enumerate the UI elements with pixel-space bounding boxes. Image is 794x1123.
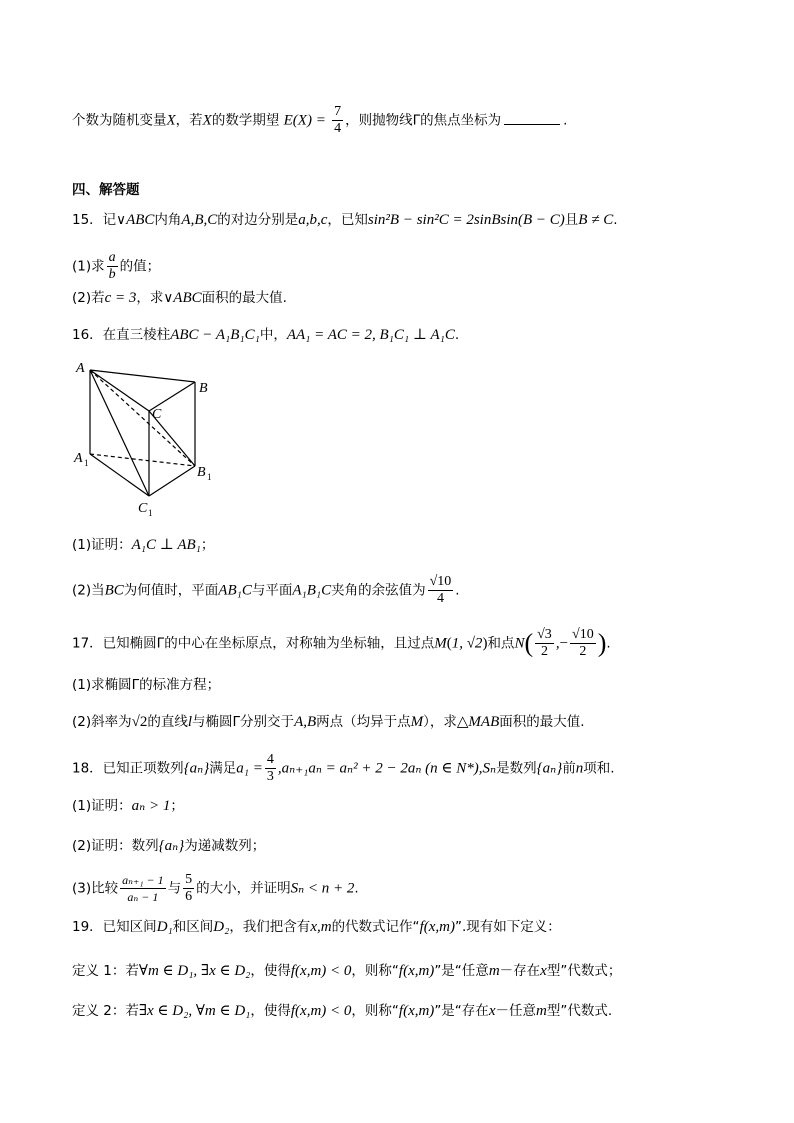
math-expr: f(x,m) < 0 [290,1003,352,1019]
text: (2)斜率为 [72,714,132,730]
edge-ab1-dashed [90,370,195,466]
math-expr: {aₙ} [183,760,210,777]
math-var: a,b,c [298,212,328,228]
math-var: x [488,1003,496,1019]
text: ”是“存在 [434,1003,489,1019]
numerator: √3 [537,627,552,642]
text: 18．已知正项数列 [72,760,184,777]
text: . [455,582,460,599]
math-expr: {aₙ} [536,760,563,777]
text: ，我们把含有 [229,919,311,935]
math-expr: {aₙ} [158,838,185,854]
q19-def1 [72,961,621,981]
text: (2)证明：数列 [72,838,159,854]
text: ），求 [423,714,457,730]
math-var: Sₙ [482,760,497,777]
text: 内角 [154,212,182,228]
denominator: 3 [266,769,274,784]
label-a1-sub: 1 [84,458,89,468]
text: ，若 [175,112,203,129]
text: 面积的最大值. [499,714,585,730]
paren-big: ) [597,628,607,658]
text: . [563,112,568,129]
text: . [613,212,618,228]
edge-ac1 [90,370,149,496]
q14-tail-line [72,104,567,137]
label-a1: A [74,451,83,466]
text: 定义 2：若 [72,1003,139,1019]
math-var: M [410,714,424,730]
math-var: ABC [173,290,202,306]
text: 与椭圆Γ分别交于 [192,714,295,730]
text: 15．记∨ [72,212,127,228]
q17-part1: (1)求椭圆Γ的标准方程； [72,677,221,693]
fraction [428,574,454,607]
paren: ) [482,635,488,652]
text: ，使得 [250,963,291,979]
math-var: M [434,635,447,652]
text: 为何值时，平面 [123,582,219,599]
edge-c1b1 [149,466,195,496]
numerator: √10 [572,627,594,642]
label-b: B [199,381,208,396]
edge-ab [90,370,195,382]
text: 为递减数列； [184,838,266,854]
text: . [606,635,611,652]
text: 且 [564,212,579,228]
text: . [454,327,460,343]
q15-part1 [72,250,160,283]
math-var: D₁ [156,919,173,935]
text: ，求∨ [136,290,174,306]
text: 项和. [583,760,615,777]
text: 型”代数式； [546,963,622,979]
paren: ( [446,635,452,652]
math-expr: AB₁C [218,582,252,599]
text: 定义 1：若 [72,963,139,979]
text: 的代数式记作“ [331,919,420,935]
math-expr: △MAB [456,714,500,730]
numerator: 5 [185,872,193,887]
math-var: ABC [126,212,155,228]
math-expr: f(x,m) [398,1003,435,1019]
denominator: 2 [579,644,587,659]
math-var: n [575,760,584,777]
math-expr: A₁C ⊥ AB₁ [131,537,201,553]
denominator: 4 [436,591,444,606]
numerator: 7 [334,104,342,119]
text: ，则抛物线Γ的焦点坐标为 [345,112,502,129]
math-var: m [535,1003,547,1019]
math-var: A,B,C [181,212,218,228]
text: 19．已知区间 [72,919,157,935]
text: ，使得 [250,1003,291,1019]
math-var: BC [104,582,124,599]
math-expr: √2 [131,714,148,730]
q18-stem [72,752,615,785]
label-a: A [76,361,85,376]
section-heading: 四、解答题 [72,182,140,198]
math-var: l [187,714,193,730]
math-expr: c = 3 [104,290,137,306]
math-var: X [202,112,212,129]
q18-part3 [72,872,359,905]
q15-stem [72,210,618,230]
paren-big: ( [524,628,534,658]
label-c1-sub: 1 [148,508,153,518]
q19-stem [72,917,561,937]
math-var: m [488,963,500,979]
math-expr: ,aₙ₊₁aₙ = aₙ² + 2 − 2aₙ (n ∈ N*), [277,760,483,777]
text: 满足 [209,760,237,777]
fraction [535,627,554,660]
numerator: a [108,250,116,265]
text: －任意 [495,1003,536,1019]
text: . [354,880,359,897]
text: ，已知 [327,212,368,228]
text: －存在 [499,963,541,979]
q18-part1 [72,796,184,816]
denominator: 4 [334,121,342,136]
math-expr: B ≠ C [578,212,614,228]
math-expr: f(x,m) < 0 [290,963,352,979]
text: 型”代数式. [546,1003,613,1019]
text: 和区间 [172,919,214,935]
fraction [120,872,165,905]
math-expr: A₁B₁C [292,582,332,599]
numerator: √10 [429,574,452,589]
q17-part2 [72,712,585,732]
fraction [107,250,118,283]
text: 前 [562,760,576,777]
q18-part2 [72,836,265,856]
q19-def2 [72,1001,612,1021]
math-expr: E(X) = [283,112,326,129]
text: ，则称“ [351,1003,399,1019]
math-expr: ABC − A₁B₁C₁ [170,327,260,343]
numerator: 4 [266,752,274,767]
text: ； [200,537,215,553]
text: ”是“任意 [434,963,489,979]
text: (3)比较 [72,880,119,897]
math-var: x [540,963,547,979]
edge-a1b1-dashed [90,454,195,466]
text: 个数为随机变量 [72,112,167,129]
q16-part1 [72,535,214,555]
denominator: 6 [185,889,193,904]
numerator: aₙ₊₁ − 1 [122,873,164,887]
fraction [183,872,194,905]
denominator: aₙ − 1 [127,890,159,904]
q17-stem [72,627,611,660]
text: ； [170,798,184,814]
text: 两点（均异于点 [316,714,411,730]
label-b1: B [197,465,206,480]
text: (1)证明： [72,798,132,814]
text: 的对边分别是 [217,212,299,228]
text: ”.现有如下定义： [454,919,561,935]
text: 的大小，并证明 [196,880,291,897]
label-c1: C [138,501,148,516]
fraction [570,627,596,660]
text: (1)求 [72,258,105,275]
math-expr: f(x,m) [419,919,455,935]
math-expr: AA₁ = AC = 2, B₁C₁ ⊥ A₁C [286,327,455,343]
fraction [265,752,276,785]
text: 的值； [119,258,161,275]
text: (2)若 [72,290,105,306]
label-b1-sub: 1 [207,472,212,482]
text: 夹角的余弦值为 [331,582,426,599]
text: 的数学期望 [211,112,280,129]
text: 与 [167,880,182,897]
text: 16．在直三棱柱 [72,327,171,343]
text: 17．已知椭圆Γ的中心在坐标原点，对称轴为坐标轴，且过点 [72,635,435,652]
denominator: 2 [540,644,548,659]
math-var: D₂ [213,919,230,935]
prism-figure [70,358,230,518]
math-expr: aₙ > 1 [131,798,171,814]
text: 中， [259,327,287,343]
math-expr: a₁ = [236,760,263,777]
text: (2)当 [72,582,105,599]
text: 是数列 [496,760,537,777]
math-expr: ∀m ∈ D₁, ∃x ∈ D₂ [138,963,251,979]
math-var: X [166,112,176,129]
text: 与平面 [251,582,293,599]
q16-stem [72,325,459,345]
math-expr: 1, √2 [451,635,483,652]
text: ，则称“ [351,963,399,979]
math-var: N [514,635,525,652]
fraction [332,104,343,137]
math-sep: ,− [555,635,569,652]
math-var: x,m [310,919,332,935]
math-expr: sin²B − sin²C = 2sinBsin(B − C) [367,212,565,228]
text: (1)证明： [72,537,132,553]
math-var: A,B [294,714,317,730]
math-expr: f(x,m) [398,963,435,979]
text: 面积的最大值. [201,290,287,306]
q15-part2 [72,288,287,308]
label-c: C [152,407,162,422]
math-expr: Sₙ < n + 2 [290,880,355,897]
denominator: b [108,267,116,282]
answer-blank[interactable] [504,110,560,125]
q16-part2 [72,574,460,607]
text: 和点 [487,635,515,652]
math-expr: ∃x ∈ D₂, ∀m ∈ D₁ [138,1003,251,1019]
text: 的直线 [147,714,188,730]
